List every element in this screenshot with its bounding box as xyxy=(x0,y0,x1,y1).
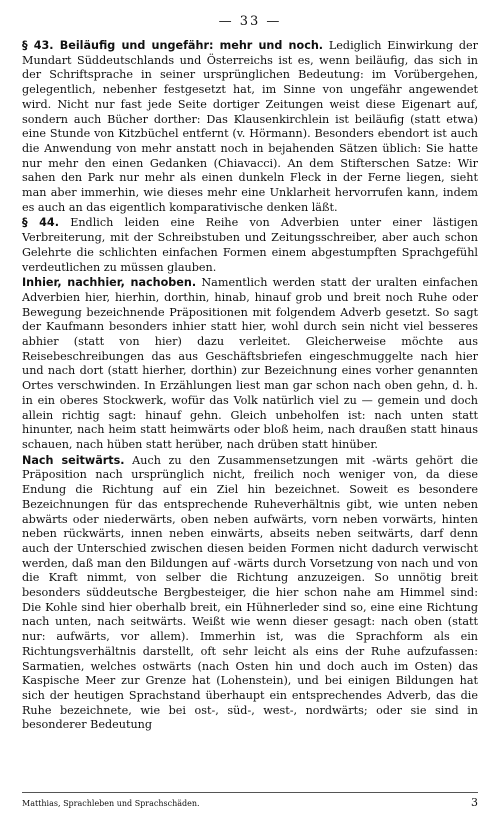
subheading-seitwaerts: Nach seitwärts. xyxy=(22,453,125,467)
footer-signature-number: 3 xyxy=(471,796,478,809)
section-heading-43: § 43. Beiläufig und ungefähr: mehr und noch. xyxy=(22,39,324,52)
paragraph-text: Lediglich Einwirkung der Mundart Süddeutschlands und Österreichs ist es, wenn beiläufig, das sich in der Schriftsprache in seiner ursprünglichen Bedeutung: im Vorübergehen, gelegentlich, nebenher festgesetzt hat, im Sinne von ungefähr angewendet wird. Nicht nur fast jede Seite dortiger Zeitungen weist diese Eigenart auf, sondern auch Bücher dorther: Das Klausenkirchlein ist beiläufig (statt etwa) eine Stunde von Kitzbüchel entfernt (v. Hörmann). Besonders ebendort ist auch die Anwendung von mehr anstatt noch in bejahenden Sätzen üblich: Sie hatte nur mehr den einen Gedanken (Chiavacci). An dem Stifterschen Satze: Wir sahen den Park nur mehr als einen dunkeln Fleck in der Ferne liegen, sieht man aber immerhin, wie dieses mehr eine Unklarheit hervorrufen kann, indem es auch an das eigentlich komparativische denken läßt. xyxy=(22,39,478,214)
section-heading-44: § 44. xyxy=(22,216,59,230)
paragraph-43 xyxy=(22,39,478,215)
page-number: — 33 — xyxy=(218,14,282,29)
paragraph-text: Auch zu den Zusammensetzungen mit -wärts gehört die Präposition nach ursprünglich nicht, freilich noch weniger von, da diese Endung die Richtung auf ein Ziel hin bezeichnet. Soweit es besondere Bezeichnungen für das entsprechende Ruheverhältnis gibt, wie unten neben abwärts oder niederwärts, oben neben aufwärts, vorn neben vorwärts, hinten neben rückwärts, innen neben einwärts, abseits neben seitwärts, darf denn auch der Unterschied zwischen diesen beiden Formen nicht dadurch verwischt werden, daß man den Bildungen auf -wärts durch Vorsetzung von nach und von die Kraft nimmt, von selber die Richtung anzuzeigen. So unnötig breit besonders süddeutsche Bergbesteiger, die hier schon nahe am Himmel sind: Die Kohle sind hier oberhalb breit, ein Hühnerleder sind so, eine eine Richtung nach unten, nach seitwärts. Weißt wie wenn dieser gesagt: nach oben (statt nur: aufwärts, vor allem). Immerhin ist, was die Sprachform als ein Richtungsverhältnis darstellt, oft sehr leicht als eins der Ruhe aufzufassen: Sarmatien, welches ostwärts (nach Osten hin und doch auch im Osten) das Kaspische Meer zur Grenze hat (Lohenstein), und bei einigen Bildungen hat sich der heutigen Sprachstand überhaupt ein entsprechendes Adverb, das die Ruhe bezeichnete, wie bei ost-, süd-, west-, nordwärts; oder sie sind in besonderer Bedeutung xyxy=(22,453,478,732)
paragraph-inhier xyxy=(22,276,478,452)
paragraph-text: Namentlich werden statt der uralten einfachen Adverbien hier, hierhin, dorthin, hinab, hinauf grob und breit noch Ruhe oder Bewegung bezeichnende Präpositionen mit folgendem Adverb gesetzt. So sagt der Kaufmann besonders inhier statt hier, wohl durch sein nicht viel besseres abhier (statt von hier) dazu verleitet. Gleicherweise möchte aus Reisebeschreibungen das aus Geschäftsbriefen eingeschmuggelte nach hier und nach dort (statt hierher, dorthin) zur Bezeichnung eines vorher genannten Ortes verschwinden. In Erzählungen liest man gar schon nach oben gehn, d. h. in ein oberes Stockwerk, wofür das Volk natürlich viel zu — gemein und doch allein richtig sagt: hinauf gehn. Gleich unbeholfen ist: nach unten statt hinunter, nach heim statt heimwärts oder bloß heim, nach draußen statt hinaus schauen, nach hüben statt herüber, nach drüben statt hinüber. xyxy=(22,276,478,451)
paragraph-seitwaerts xyxy=(22,454,478,733)
page-footer xyxy=(22,792,478,809)
subheading-inhier: Inhier, nachhier, nachoben. xyxy=(22,276,197,290)
footer-source: Matthias, Sprachleben und Sprachschäden. xyxy=(22,799,200,808)
paragraph-text: Endlich leiden eine Reihe von Adverbien unter einer lästigen Verbreiterung, mit der Schreibstuben und Zeitungsschreiber, aber auch schon Gelehrte die schlichten einfachen Formen einem abgestumpften Sprachgefühl verdeutlichen zu müssen glauben. xyxy=(22,216,478,274)
paragraph-44 xyxy=(22,216,478,275)
